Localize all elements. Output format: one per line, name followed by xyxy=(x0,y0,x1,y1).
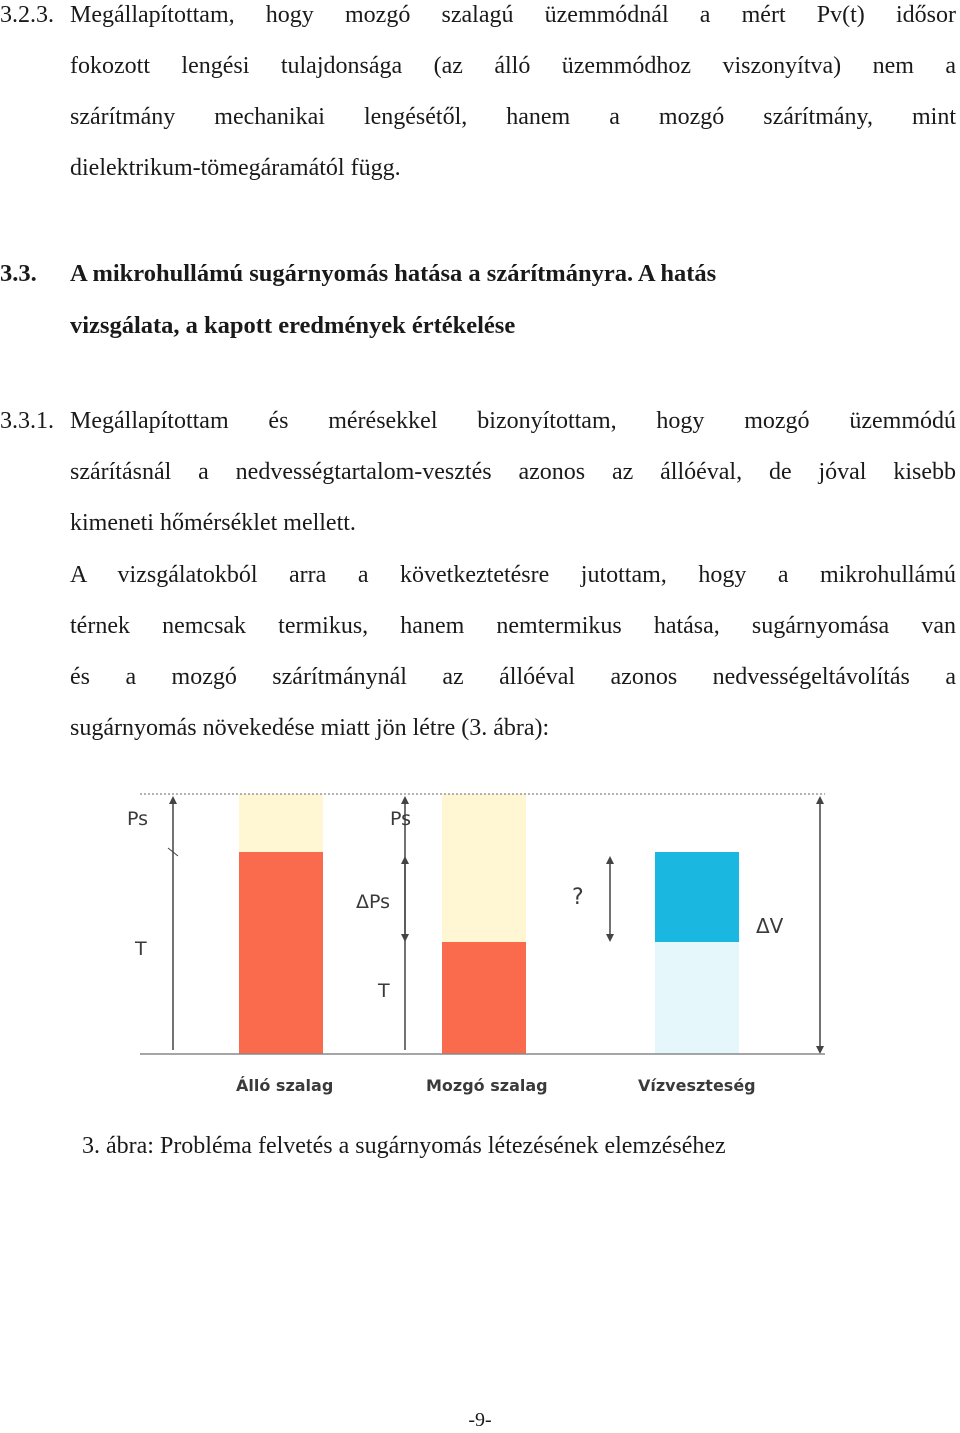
text-line: A vizsgálatokból arra a következtetésre jutottam, hogy a mikrohullámú xyxy=(70,562,956,588)
text-line: Megállapítottam, hogy mozgó szalagú üzemmódnál a mért Pv(t) idősor xyxy=(70,2,956,28)
text-line: Megállapítottam és mérésekkel bizonyítottam, hogy mozgó üzemmódú xyxy=(70,408,956,434)
section-number: 3.3.1. xyxy=(0,408,54,434)
label-delta-v: ΔV xyxy=(756,914,784,938)
label-delta-ps: ΔPs xyxy=(356,891,391,913)
text-line: és a mozgó szárítmánynál az állóéval azonos nedvességeltávolítás a xyxy=(70,664,956,690)
label-ps-left: Ps xyxy=(127,808,149,830)
text-line: dielektrikum-tömegáramától függ. xyxy=(70,155,401,181)
label-t-mid: T xyxy=(378,980,390,1002)
water-light-block xyxy=(655,942,739,1054)
heading-title-line1: A mikrohullámú sugárnyomás hatása a szárítmányra. A hatás xyxy=(70,260,717,287)
text-line: szárítmány mechanikai lengésétől, hanem a mozgó szárítmány, mint xyxy=(70,104,956,130)
section-number: 3.2.3. xyxy=(0,2,54,28)
heading-title-line2: vizsgálata, a kapott eredmények értékelése xyxy=(70,312,516,339)
text-line: szárításnál a nedvességtartalom-vesztés azonos az állóéval, de jóval kisebb xyxy=(70,459,956,485)
left-tick xyxy=(168,848,178,856)
page-number: -9- xyxy=(468,1409,492,1431)
allo-power-block xyxy=(239,794,323,852)
figure-caption: 3. ábra: Probléma felvetés a sugárnyomás létezésének elemzéséhez xyxy=(82,1133,726,1159)
text-line: fokozott lengési tulajdonsága (az álló üzemmódhoz viszonyítva) nem a xyxy=(70,53,956,79)
allo-heat-block xyxy=(239,852,323,1054)
heading-number: 3.3. xyxy=(0,260,37,287)
water-block xyxy=(655,852,739,942)
text-line: térnek nemcsak termikus, hanem nemtermikus hatása, sugárnyomása van xyxy=(70,613,956,639)
mozgo-heat-block xyxy=(442,942,526,1054)
label-t-left: T xyxy=(135,938,147,960)
mozgo-power-block xyxy=(442,794,526,942)
text-line: sugárnyomás növekedése miatt jön létre (3. ábra): xyxy=(70,715,550,741)
label-mozgo-szalag: Mozgó szalag xyxy=(426,1076,548,1095)
label-ps-mid: Ps xyxy=(390,808,412,830)
label-question: ? xyxy=(572,885,584,910)
text-line: kimeneti hőmérséklet mellett. xyxy=(70,510,356,536)
label-allo-szalag: Álló szalag xyxy=(236,1076,334,1095)
label-vizveszteseg: Vízveszteség xyxy=(638,1076,756,1095)
